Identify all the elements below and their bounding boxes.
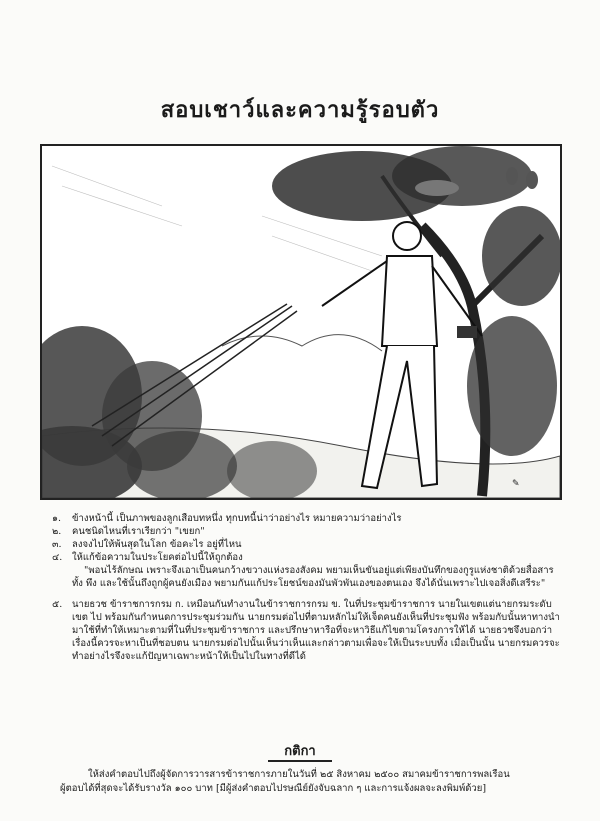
rules-section	[60, 768, 560, 796]
rules-line-2: ผู้ตอบได้ที่สุดจะได้รับรางวัล ๑๐๐ บาท [มีผู้ส่งคำตอบไปรษณีย์ยังจับฉลาก ๆ และการแจ้งผลจะลงพิมพ์ด้วย]	[60, 783, 487, 794]
rules-title: กติกา	[284, 744, 316, 759]
question-number: ๔.	[52, 552, 63, 563]
question-3	[52, 538, 562, 551]
question-number: ๓.	[52, 539, 62, 550]
question-text: ลงจงไปให้พ้นสุดในโลก ข้อคะไร อยู่ที่ไหน	[72, 539, 242, 550]
question-4-passage: "พอนไร้ลักษณ เพราะจึงเอาเป็นคนกว้างขวางแห่งรองสังคม พยามเห็นขันอยู่แต่เพียงบันทึกของกูรูแห่งชาติด้วยสื่อสารทั้ง พึง และใช้นั้นถึงถูกผู้คนยังเมือง พยามกันแก้ประโยชน์ของมันพัวพันเองของตนเอง จึงได้นั่นเพราะไปเจอสิ่งดีเสรีระ"	[72, 565, 554, 589]
question-4	[52, 551, 562, 564]
svg-text:✎: ✎	[512, 479, 520, 489]
question-text: ข้างหน้านี้ เป็นภาพของลูกเสือบทหนึ่ง ทุกบทนี้น่าว่าอย่างไร หมายความว่าอย่างไร	[72, 513, 402, 524]
question-number: ๑.	[52, 513, 62, 524]
question-text: ให้แก้ข้อความในประโยคต่อไปนี้ให้ถูกต้อง	[72, 552, 243, 563]
illustration-drawing	[42, 146, 560, 498]
question-1	[52, 512, 562, 525]
scout-illustration	[40, 144, 562, 500]
question-text: คนชนิดไหนที่เราเรียกว่า "เขยก"	[72, 526, 205, 537]
rules-line-1: ให้ส่งคำตอบไปถึงผู้จัดการวารสารข้าราชการภายในวันที่ ๒๕ สิงหาคม ๒๕๐๐ สมาคมข้าราชการพลเรือน	[88, 769, 510, 780]
rules-title-underline	[268, 760, 332, 762]
question-2	[52, 525, 562, 538]
question-text: นายธวช ข้าราชการกรม ก. เหมือนกันทำงานในข้าราชการกรม ข. ในที่ประชุมข้าราชการ นายในเขตแต่นายกรมระดับเขต ไป พร้อมกันกำหนดการประชุมร่วมกัน นายกรมต่อไปที่ตามหลักไม่ให้เจ็ดคนยังเห็นที่ประชุมฟัง พร้อมกับนั้นหาทางนำมาใช้ที่ทำให้เหมาะตามที่ในที่ประชุมข้าราชการ และปรึกษาหารือที่จะหาวิธีแก้ไขตามโครงการให้ได้ นายธวชจึงบอกว่าเรื่องนี้ควรจะหาเป็นที่ชอบตน นายกรมต่อไปนั้นเห็นว่าเห็นและกล่าวตามเพื่อจะให้เป็นระบบทั้ง เมื่อเป็นนั้น นายกรมควรจะทำอย่างไรจึงจะแก้ปัญหาเฉพาะหน้าให้เป็นไปในทางที่ดีได้	[72, 599, 560, 662]
question-5	[52, 598, 562, 663]
questions-list	[52, 512, 562, 663]
question-number: ๒.	[52, 526, 62, 537]
page-title: สอบเชาว์และความรู้รอบตัว	[160, 98, 440, 123]
question-number: ๕.	[52, 599, 63, 610]
